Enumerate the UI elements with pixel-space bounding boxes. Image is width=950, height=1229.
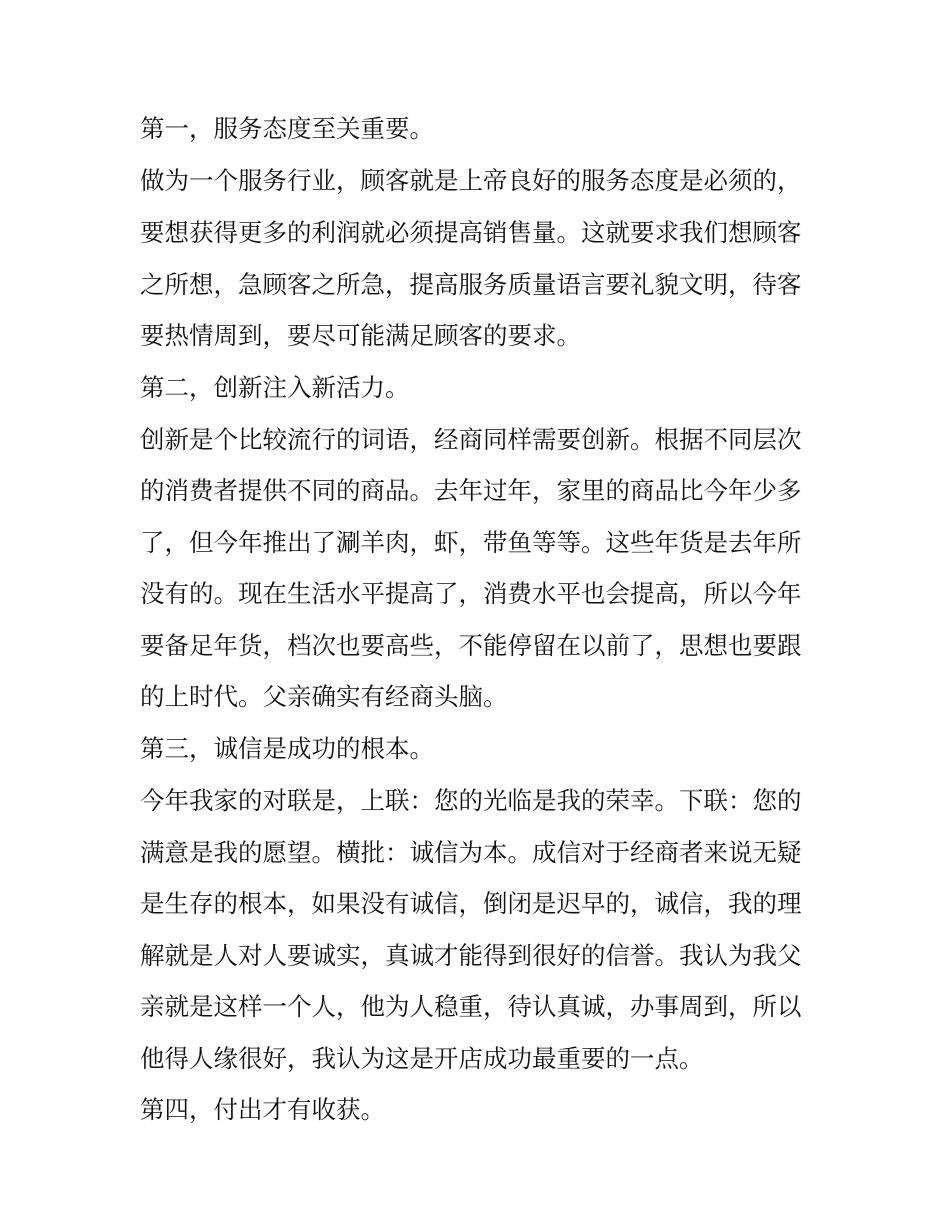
paragraph-line: 要想获得更多的利润就必须提高销售量。这就要求我们想顾客 [140, 218, 802, 247]
paragraph-line: 之所想，急顾客之所急，提高服务质量语言要礼貌文明，待客 [140, 270, 802, 299]
paragraph-line: 要备足年货，档次也要高些，不能停留在以前了，思想也要跟 [140, 631, 802, 660]
paragraph-line: 亲就是这样一个人，他为人稳重，待认真诚，办事周到，所以 [140, 992, 802, 1021]
paragraph-line: 没有的。现在生活水平提高了，消费水平也会提高，所以今年 [140, 579, 802, 608]
paragraph-line: 要热情周到，要尽可能满足顾客的要求。 [140, 321, 581, 350]
paragraph-line: 的上时代。父亲确实有经商头脑。 [140, 682, 508, 711]
paragraph-line: 他得人缘很好，我认为这是开店成功最重要的一点。 [140, 1044, 704, 1073]
heading-4: 第四，付出才有收获。 [140, 1095, 385, 1124]
heading-2: 第二，创新注入新活力。 [140, 373, 410, 402]
heading-1: 第一，服务态度至关重要。 [140, 114, 434, 143]
paragraph-line: 创新是个比较流行的词语，经商同样需要创新。根据不同层次 [140, 425, 802, 454]
paragraph-line: 今年我家的对联是，上联：您的光临是我的荣幸。下联：您的 [140, 786, 802, 815]
paragraph-line: 做为一个服务行业，顾客就是上帝良好的服务态度是必须的， [140, 166, 802, 195]
paragraph-line: 是生存的根本，如果没有诚信，倒闭是迟早的，诚信，我的理 [140, 889, 802, 918]
paragraph-line: 解就是人对人要诚实，真诚才能得到很好的信誉。我认为我父 [140, 941, 802, 970]
paragraph-line: 了，但今年推出了涮羊肉，虾，带鱼等等。这些年货是去年所 [140, 528, 802, 557]
paragraph-line: 的消费者提供不同的商品。去年过年，家里的商品比今年少多 [140, 476, 802, 505]
heading-3: 第三，诚信是成功的根本。 [140, 734, 434, 763]
paragraph-line: 满意是我的愿望。横批：诚信为本。成信对于经商者来说无疑 [140, 838, 802, 867]
